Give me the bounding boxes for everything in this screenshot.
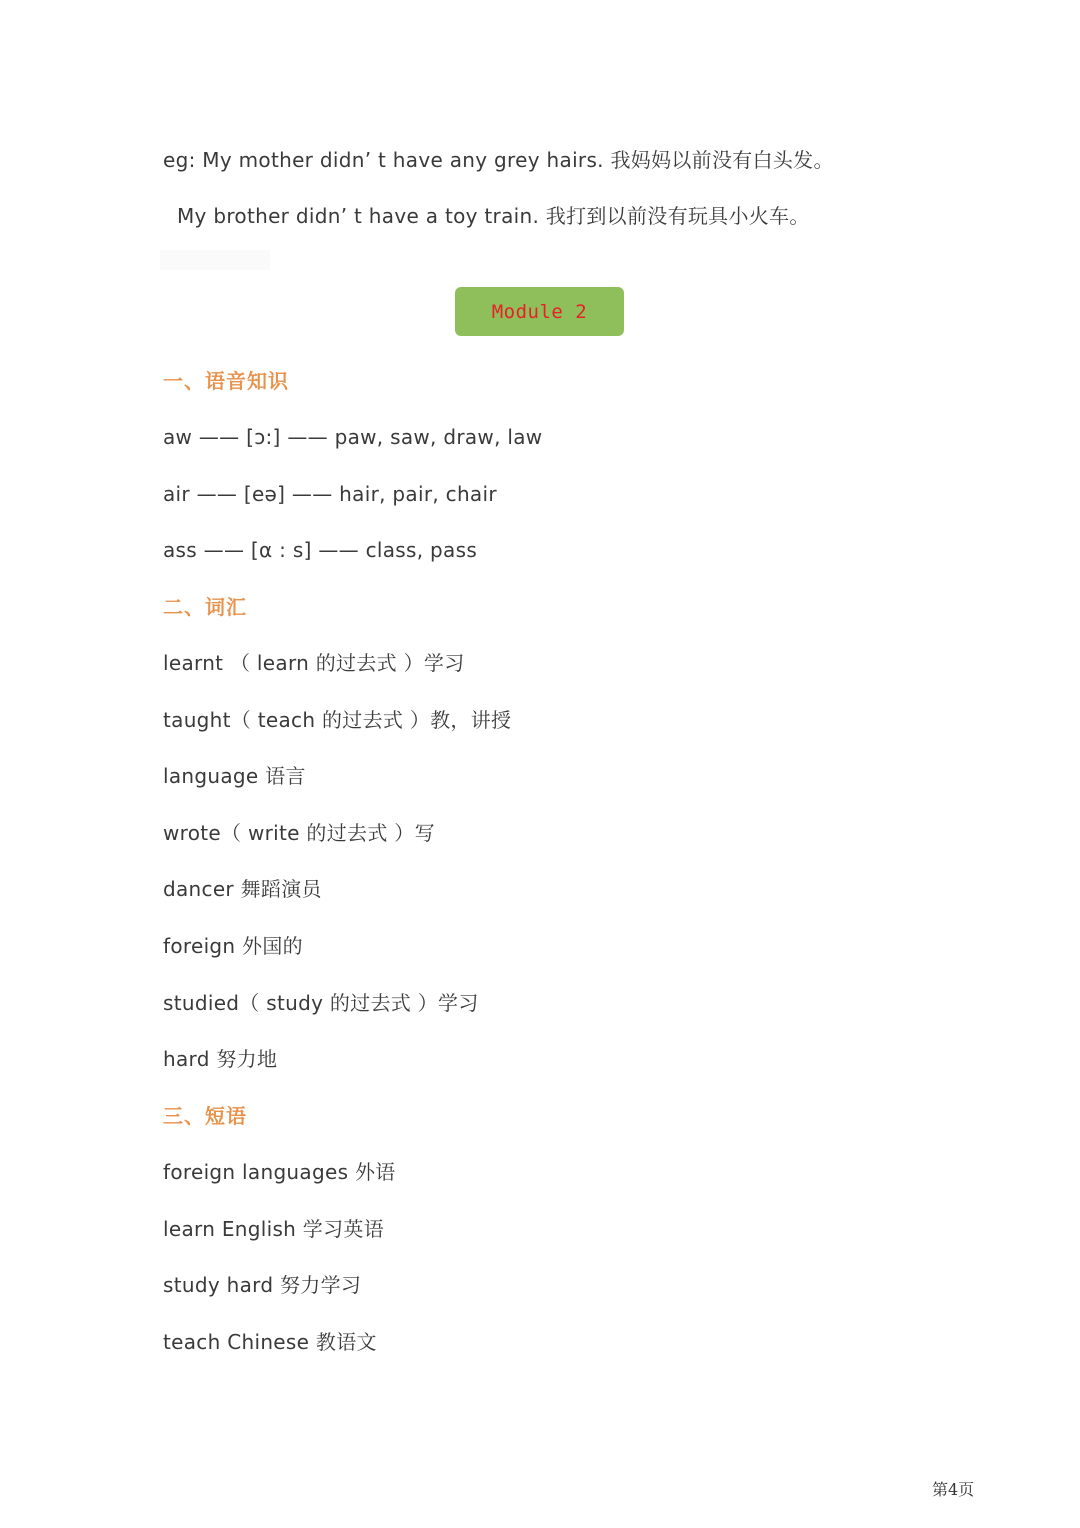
vocabulary-item: taught（ teach 的过去式 ）教，讲授 xyxy=(163,708,512,732)
phonetics-item: ass —— [α : s] —— class, pass xyxy=(163,538,478,562)
phonetics-item: air —— [eə] —— hair, pair, chair xyxy=(163,482,497,506)
vocabulary-item: wrote（ write 的过去式 ）写 xyxy=(163,821,435,845)
section-heading-vocabulary: 二、词汇 xyxy=(163,595,247,619)
module-badge-label: Module 2 xyxy=(491,300,588,323)
vocabulary-item: learnt （ learn 的过去式 ）学习 xyxy=(163,651,465,675)
phrase-item: study hard 努力学习 xyxy=(163,1273,362,1297)
page-number: 第4页 xyxy=(932,1480,975,1499)
phonetics-item: aw —— [ɔ:] —— paw, saw, draw, law xyxy=(163,425,543,449)
faint-mark xyxy=(160,250,270,270)
phrase-item: foreign languages 外语 xyxy=(163,1160,396,1184)
section-heading-phonetics: 一、语音知识 xyxy=(163,369,289,393)
module-badge xyxy=(455,287,624,336)
example-sentence-1: eg: My mother didn’ t have any grey hairs. 我妈妈以前没有白头发。 xyxy=(163,148,834,172)
section-heading-phrases: 三、短语 xyxy=(163,1104,247,1128)
phrase-item: learn English 学习英语 xyxy=(163,1217,384,1241)
vocabulary-item: studied（ study 的过去式 ）学习 xyxy=(163,991,479,1015)
phrase-item: teach Chinese 教语文 xyxy=(163,1330,377,1354)
vocabulary-item: language 语言 xyxy=(163,764,306,788)
vocabulary-item: hard 努力地 xyxy=(163,1047,278,1071)
vocabulary-item: dancer 舞蹈演员 xyxy=(163,877,322,901)
vocabulary-item: foreign 外国的 xyxy=(163,934,303,958)
example-sentence-2: My brother didn’ t have a toy train. 我打到以前没有玩具小火车。 xyxy=(177,204,810,228)
